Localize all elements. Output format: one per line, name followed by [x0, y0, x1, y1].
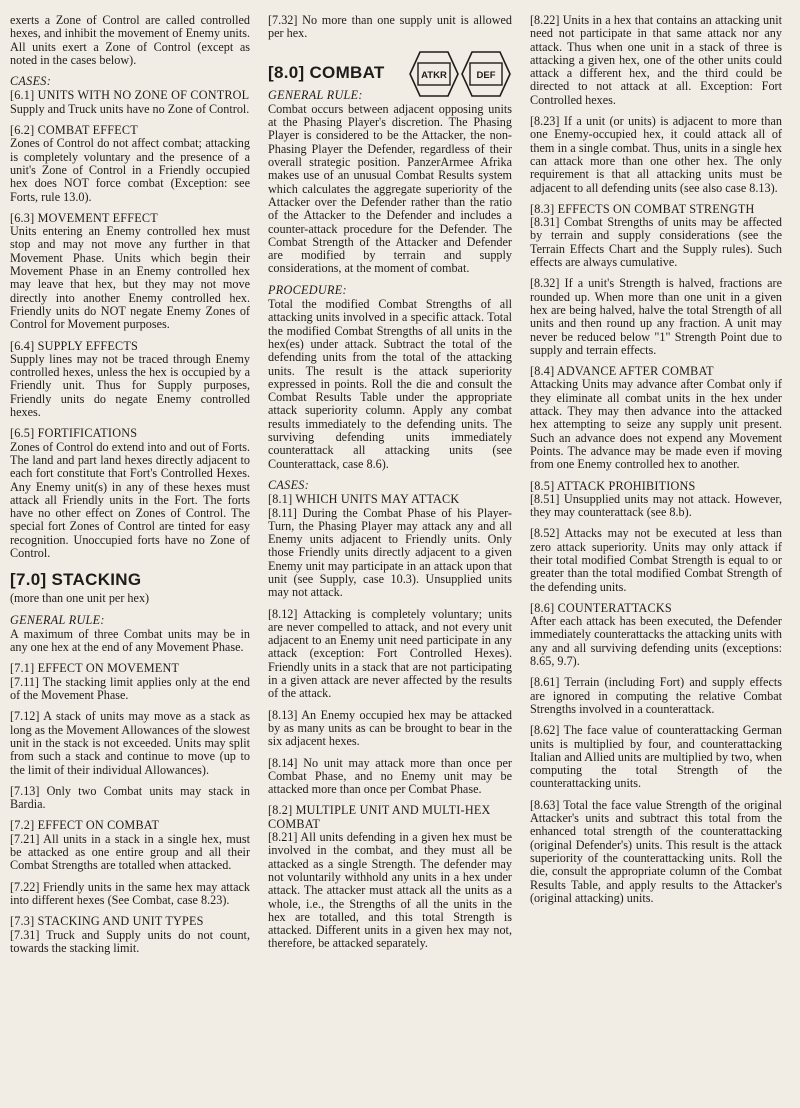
rule-paragraph: [8.21] All units defending in a given hex must be involved in the combat, and they must all be attacked as a single Strength. The defender may not voluntarily withhold any units in a hex under attack. The attacker must attack all the units as a whole, i.e., the Strengths of all the units in the hex are totalled, and this total Strength is attacked. Different units in a given hex may not, therefore, be attacked separately.	[268, 830, 512, 951]
rule-paragraph: Attacking Units may advance after Combat only if they eliminate all combat units in the hex under attack. They may then advance into the attacked hex attempting to seize any supply unit present. Such an advance does not expend any Movement Points. The advance may be made even if moving from one Enemy controlled hex to another.	[530, 377, 782, 472]
case-heading: [7.1] EFFECT ON MOVEMENT	[10, 661, 180, 676]
column-left	[10, 14, 250, 963]
case-heading: [8.2] MULTIPLE UNIT AND MULTI-HEX COMBAT	[268, 803, 491, 831]
section-heading: [8.0] COMBAT	[268, 62, 385, 82]
rule-paragraph: Total the modified Combat Strengths of all attacking units involved in a specific attack. Total the modified Combat Strengths of all units in the hex(es) under attack. Subtract the total of the defending units from the total of the attacking units. The result is the attack superiority expressed in points. Roll the die and consult the Combat Results Table under the appropriate attack superiority column. Apply any combat results immediately to the defending units. The surviving defending units immediately counterattack all attacking units (see Counterattack, case 8.6).	[268, 297, 512, 471]
rule-paragraph: [7.12] A stack of units may move as a stack as long as the Movement Allowances of the slowest unit in the stack is not exceeded. Units may split from such a stack and continue to move (up to the limit of their individual Allowances).	[10, 709, 250, 777]
rule-paragraph: [7.11] The stacking limit applies only at the end of the Movement Phase.	[10, 674, 250, 703]
rule-paragraph: [8.14] No unit may attack more than once per Combat Phase, and no Enemy unit may be attacked more than once per Combat Phase.	[268, 755, 512, 797]
rule-paragraph: exerts a Zone of Control are called controlled hexes, and inhibit the movement of Enemy units. All units exert a Zone of Control (except as noted in the cases below).	[10, 13, 250, 67]
rule-label: GENERAL RULE:	[268, 87, 363, 102]
rule-paragraph: [8.31] Combat Strengths of units may be affected by terrain and supply considerations (see the Terrain Effects Chart and the Supply rules). Such effects are always cumulative.	[530, 215, 782, 270]
rule-paragraph: [8.62] The face value of counterattacking German units is multiplied by four, and counterattacking Italian and Allied units are multiplied by two, when computing the total Strength of the counterattacking units.	[530, 723, 782, 791]
rule-paragraph: [8.61] Terrain (including Fort) and supply effects are ignored in computing the relative Combat Strengths involved in a counterattack.	[530, 675, 782, 716]
case-heading: [6.4] SUPPLY EFFECTS	[10, 338, 138, 353]
case-heading: [6.2] COMBAT EFFECT	[10, 123, 138, 138]
column-right	[530, 14, 782, 913]
column-middle	[268, 14, 512, 959]
section-heading: [7.0] STACKING	[10, 570, 142, 590]
rule-paragraph: [8.63] Total the face value Strength of the original Attacker's units and subtract this total from the enhanced total strength of the counterattacking (original Defender's) units. This result is the attack superiority of the counterattacking units. Roll the die, consult the appropriate column of the Combat Results Table, and apply results to the Attacker's (original attacking) units.	[530, 797, 782, 905]
case-heading: [7.2] EFFECT ON COMBAT	[10, 818, 160, 833]
rule-paragraph: [8.32] If a unit's Strength is halved, fractions are rounded up. When more than one unit in a given hex are being halved, halve the total Strength of all units and then round up any fraction. A unit may never be reduced below "1" Strength Point due to supply and terrain effects.	[530, 276, 782, 357]
attacker-label: ATKR	[421, 70, 447, 81]
case-heading: [8.6] COUNTERATTACKS	[530, 600, 672, 615]
rule-paragraph: Units entering an Enemy controlled hex must stop and may not move any further in that Movement Phase. Units which begin their Movement Phase in an Enemy controlled hex may leave that hex, but they may not move directly into another Enemy controlled hex. Friendly units do NOT negate Enemy Zones of Control for Movement purposes.	[10, 224, 250, 332]
rule-paragraph: After each attack has been executed, the Defender immediately counterattacks the attacking units with any and all surviving defending units (exceptions: 8.65, 9.7).	[530, 614, 782, 669]
defender-label: DEF	[476, 70, 496, 81]
rule-label: CASES:	[10, 74, 52, 89]
rule-paragraph: [7.21] All units in a stack in a single hex, must be attacked as one entire group and all their Combat Strengths are totalled when attacked.	[10, 831, 250, 873]
case-heading: [8.1] WHICH UNITS MAY ATTACK	[268, 492, 460, 507]
case-heading: [6.1] UNITS WITH NO ZONE OF CONTROL	[10, 88, 250, 103]
rule-paragraph: Supply lines may not be traced through Enemy controlled hexes, unless the hex is occupied by a Friendly unit. Thus for Supply purposes, Friendly units do negate Enemy controlled hexes.	[10, 351, 250, 420]
case-heading: [7.3] STACKING AND UNIT TYPES	[10, 914, 204, 929]
rule-paragraph: [7.31] Truck and Supply units do not count, towards the stacking limit.	[10, 927, 250, 955]
case-heading: [6.3] MOVEMENT EFFECT	[10, 210, 158, 225]
rule-paragraph: [8.51] Unsupplied units may not attack. However, they may counterattack (see 8.b).	[530, 491, 782, 520]
rule-paragraph: [8.11] During the Combat Phase of his Player-Turn, the Phasing Player may attack any and all Enemy units adjacent to Friendly units. Only those Friendly units directly adjacent to a given Enemy unit may participate in an attack upon that unit (see Supply, case 10.3). Unsupplied units may not attack.	[268, 505, 512, 600]
rule-paragraph: Combat occurs between adjacent opposing units at the Phasing Player's discretion. The Phasing Player is considered to be the Attacker, the non-Phasing Player the Defender, regardless of their overall strategic position. PanzerArmee Afrika makes use of an unusual Combat Results system which calculates the aggregate superiority of the Attacker over the Defender rather than the ratio of the Attacker to the Defender and includes a counter-attack procedure for the Defender. The Combat Strength of the Attacker and Defender are modified by terrain and supply considerations, at the moment of combat.	[268, 101, 512, 276]
rule-paragraph: A maximum of three Combat units may be in any one hex at the end of any Movement Phase.	[10, 626, 250, 655]
case-heading: [8.5] ATTACK PROHIBITIONS	[530, 478, 696, 493]
case-heading: [6.5] FORTIFICATIONS	[10, 426, 138, 441]
rule-paragraph: Supply and Truck units have no Zone of Control.	[10, 101, 250, 116]
rule-paragraph: [8.52] Attacks may not be executed at less than zero attack superiority. Units may only attack if their total modified Combat Strength is equal to or greater than the total modified Combat Strength of the defending units.	[530, 526, 782, 594]
rule-paragraph: [7.32] No more than one supply unit is allowed per hex.	[268, 13, 512, 41]
case-heading: [8.3] EFFECTS ON COMBAT STRENGTH	[530, 201, 755, 216]
rule-paragraph: (more than one unit per hex)	[10, 591, 150, 606]
rule-paragraph: [8.23] If a unit (or units) is adjacent to more than one Enemy-occupied hex, it could attack all of them in a single combat. Thus, units in a single hex can attack more than one other hex. The only requirement is that all attacking units must be adjacent to all defending units (see also case 8.13).	[530, 114, 782, 195]
rule-paragraph: Zones of Control do not affect combat; attacking is completely voluntary and the presence of a unit's Zone of Control in a Friendly occupied hex does NOT force combat (Exception: see Forts, rule 13.0).	[10, 136, 250, 204]
combat-counter-icon	[408, 50, 512, 98]
rule-label: PROCEDURE:	[268, 282, 347, 297]
case-heading: [8.4] ADVANCE AFTER COMBAT	[530, 364, 714, 379]
rule-paragraph: [8.22] Units in a hex that contains an attacking unit need not participate in that same attack nor any attack. Thus when one unit in a stack of three is attacking a given hex, one of the other units could attack a different hex, and the third could be directed to not attack at all. Exception: Fort Controlled hexes.	[530, 13, 782, 107]
rule-label: GENERAL RULE:	[10, 612, 105, 627]
rule-paragraph: [8.12] Attacking is completely voluntary; units are never compelled to attack, and not every unit adjacent to an Enemy unit need participate in any attack (exception: Fort Controlled Hexes). Friendly units in a stack that are not participating in a given attack are never affected by the results of the attack.	[268, 606, 512, 701]
rule-paragraph: [7.22] Friendly units in the same hex may attack into different hexes (See Combat, case 8.23).	[10, 879, 250, 907]
rule-paragraph: Zones of Control do extend into and out of Forts. The land and part land hexes directly adjacent to each fort constitute that Fort's Controlled Hexes. Any Enemy unit(s) in any of these hexes must attack all Friendly units in the Fort. The forts have no other effect on Zones of Control. The special fort Zones of Control are tinted for easy recognition. Unoccupied forts have no Zone of Control.	[10, 439, 250, 560]
rule-label: CASES:	[268, 477, 310, 492]
rule-paragraph: [7.13] Only two Combat units may stack in Bardia.	[10, 783, 250, 812]
rule-paragraph: [8.13] An Enemy occupied hex may be attacked by as many units as can be brought to bear in the six adjacent hexes.	[268, 707, 512, 749]
